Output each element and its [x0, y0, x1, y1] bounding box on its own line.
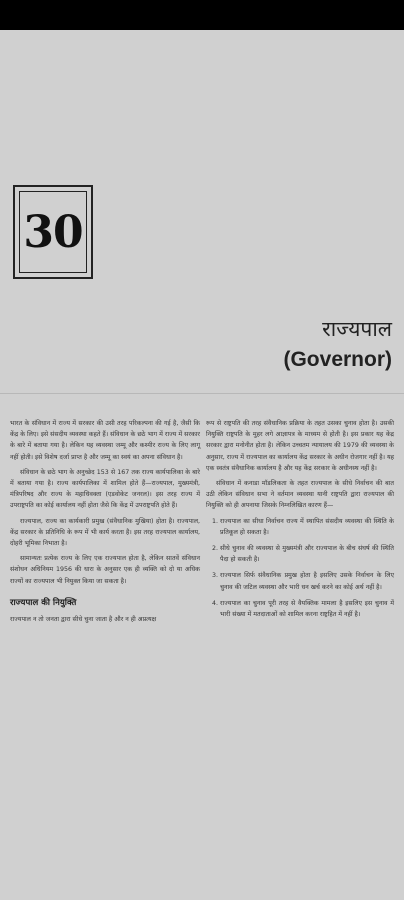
right-text-column	[206, 418, 394, 625]
paragraph: सामान्यतः प्रत्येक राज्य के लिए एक राज्यपाल होता है, लेकिन सातवें संविधान संशोधन अधिनियम 1956 की धारा के अनुसार एक ही व्यक्ति को दो या अधिक राज्यों का राज्यपाल भी नियुक्त किया जा सकता है।	[10, 555, 200, 585]
chapter-number: 30	[19, 191, 87, 273]
paragraph: रूप से राष्ट्रपति की तरह संवैधानिक प्रक्रिया के तहत उसका चुनाव होता है। उसकी नियुक्ति राष्ट्रपति के मुहर लगे आज्ञापत्र के माध्यम से होती है। इस प्रकार यह केंद्र सरकार द्वारा मनोनीत होता है। लेकिन उच्चतम न्यायालय की 1979 की व्यवस्था के अनुसार, राज्य में राज्यपाल का कार्यालय केंद्र सरकार के अधीन रोजगार नहीं है। यह एक स्वतंत्र संवैधानिक कार्यालय है और यह केंद्र सरकार के अधीनस्थ नहीं है।	[206, 420, 394, 472]
list-item: 3. राज्यपाल सिर्फ संवैधानिक प्रमुख होता है इसलिए उसके निर्वाचन के लिए चुनाव की जटिल व्यवस्था और भारी धन खर्च करने का कोई अर्थ नहीं है।	[220, 570, 394, 592]
chapter-number-box	[13, 185, 93, 279]
section-heading: राज्यपाल की नियुक्ति	[10, 597, 77, 608]
left-text-column	[10, 418, 200, 629]
reasons-list	[206, 516, 394, 621]
paragraph: भारत के संविधान में राज्य में सरकार की उसी तरह परिकल्पना की गई है, जैसी कि केंद्र के लिए। इसे संसदीय व्यवस्था कहते हैं। संविधान के छठे भाग में राज्य में सरकार के बारे में बताया गया है। लेकिन यह व्यवस्था जम्मू और कश्मीर राज्य के लिए लागू नहीं होती। इसे विशेष दर्जा प्राप्त है और जम्मू का स्वयं का अपना संविधान है।	[10, 420, 200, 461]
chapter-title-hindi: राज्यपाल	[322, 317, 392, 341]
list-item: 4. राज्यपाल का चुनाव पूरी तरह से वैयक्तिक मामला है इसलिए इस चुनाव में भारी संख्या में मतदाताओं को शामिल करना राष्ट्रहित में नहीं है।	[220, 598, 394, 620]
title-divider	[0, 393, 404, 394]
list-item: 2. सीधे चुनाव की व्यवस्था से मुख्यमंत्री और राज्यपाल के बीच संघर्ष की स्थिति पैदा हो सकती है।	[220, 543, 394, 565]
paragraph: संविधान में कनाडा मॉडलिकता के तहत राज्यपाल के सीधे निर्वाचन की बात उठी लेकिन संविधान सभा ने वर्तमान व्यवस्था यानी राष्ट्रपति द्वारा राज्यपाल की नियुक्ति को ही अपनाया जिसके निम्नलिखित कारण हैं—	[206, 480, 394, 510]
paragraph: राज्यपाल, राज्य का कार्यकारी प्रमुख (संवैधानिक मुखिया) होता है। राज्यपाल, केंद्र सरकार के प्रतिनिधि के रूप में भी कार्य करता है। इस तरह राज्यपाल कार्यालय, दोहरी भूमिका निभाता है।	[10, 517, 200, 548]
list-item: 1. राज्यपाल का सीधा निर्वाचन राज्य में स्थापित संसदीय व्यवस्था की स्थिति के प्रतिकूल हो सकता है।	[220, 516, 394, 538]
status-bar	[0, 0, 404, 30]
paragraph: राज्यपाल न तो जनता द्वारा सीधे चुना जाता है और न ही अप्रत्यक्ष	[10, 615, 157, 623]
book-page[interactable]	[0, 30, 404, 900]
chapter-title-english: (Governor)	[283, 348, 392, 371]
paragraph: संविधान के छठे भाग के अनुच्छेद 153 से 167 तक राज्य कार्यपालिका के बारे में बताया गया है। राज्य कार्यपालिका में शामिल होते हैं—राज्यपाल, मुख्यमंत्री, मंत्रिपरिषद और राज्य के महाधिवक्ता (एडवोकेट जनरल)। इस तरह राज्य में उपराष्ट्रपति का कोई कार्यालय नहीं होता जैसे कि केंद्र में उपराष्ट्रपति होते हैं।	[10, 468, 200, 510]
